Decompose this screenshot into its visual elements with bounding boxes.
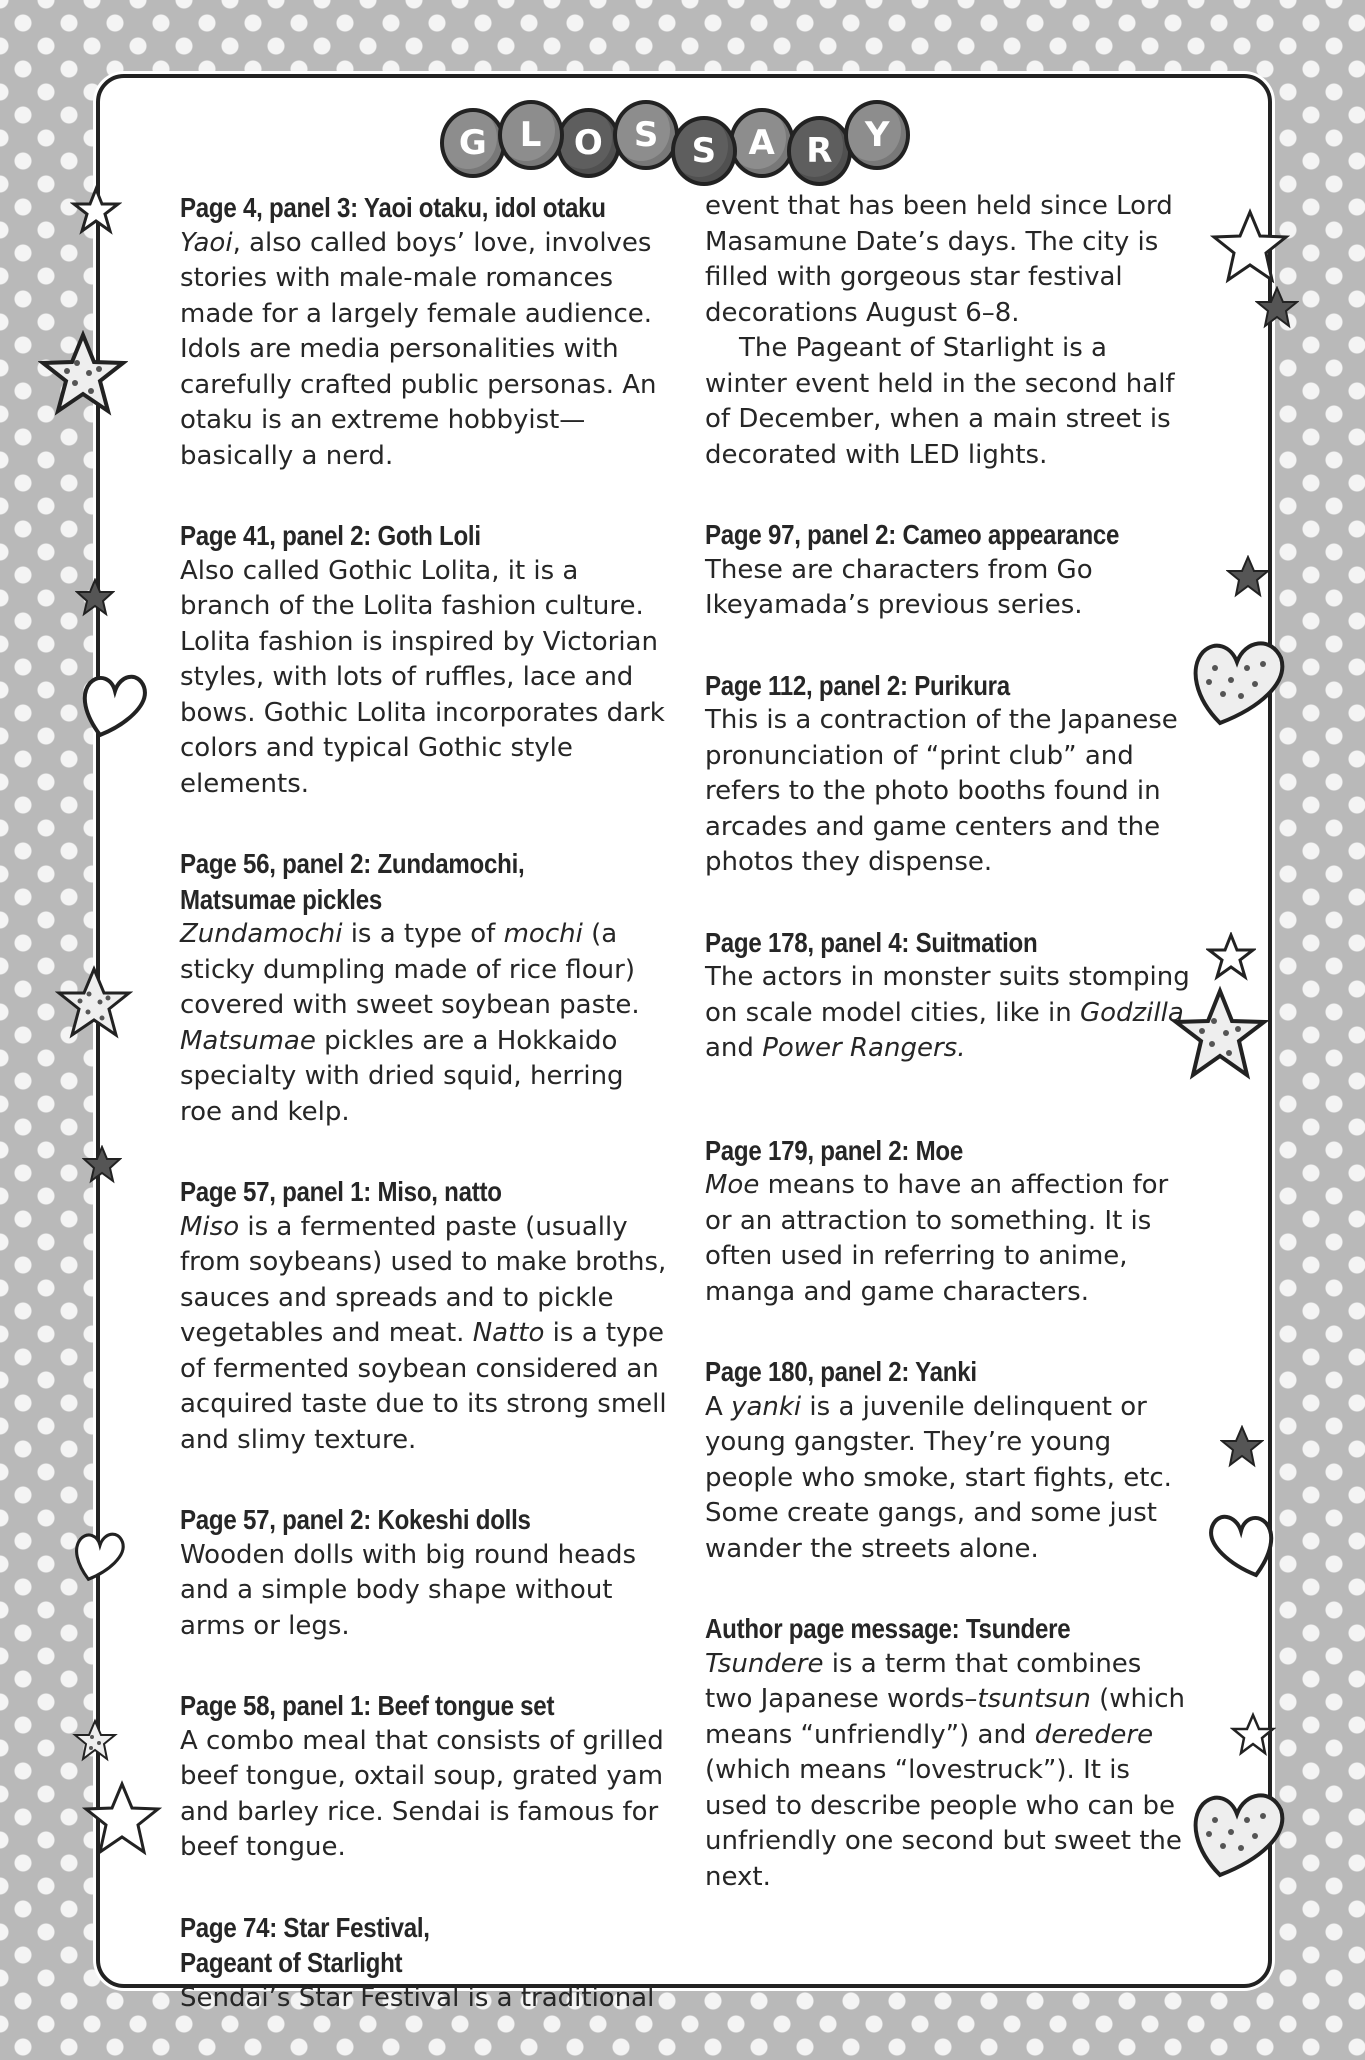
star-icon [1206, 932, 1256, 982]
italic-term: yanki [731, 1391, 802, 1422]
text-run: is a term that combines two Japanese words– [705, 1648, 1142, 1714]
title-letter: L [498, 100, 564, 170]
entry-heading: Page 74: Star Festival, [180, 1911, 430, 1943]
italic-term: tsuntsun [977, 1684, 1091, 1714]
dotted-star-icon [55, 965, 133, 1043]
star-icon [1210, 208, 1290, 288]
text-run: (which means “unfriendly”) and [705, 1684, 1185, 1750]
title-letter: A [729, 108, 795, 178]
entry-heading: Page 41, panel 2: Goth Loli [180, 520, 481, 551]
entry-body [180, 1981, 670, 2017]
entry-body [705, 189, 1195, 331]
entry-heading: Page 179, panel 2: Moe [705, 1134, 963, 1166]
star-icon [1226, 555, 1270, 599]
text-run: This is a contraction of the Japanese pronunciation of “print club” and refers to the photo booths found in arcades and game centers and the photos they dispense. [705, 705, 1178, 877]
glossary-entry [180, 518, 670, 802]
italic-term: Tsundere [705, 1648, 824, 1679]
entry-heading: Page 112, panel 2: Purikura [705, 669, 1010, 701]
heart-icon [72, 1525, 128, 1587]
glossary-entry [180, 1174, 670, 1458]
entry-body [180, 1538, 670, 1645]
entry-heading-line2: Pageant of Starlight [180, 1947, 403, 1978]
italic-term: Miso [180, 1211, 240, 1242]
entry-body-paragraph-2 [705, 331, 1195, 473]
entry-heading-line2: Matsumae pickles [180, 883, 382, 915]
entry-body [180, 226, 670, 475]
italic-term: Moe [705, 1170, 760, 1200]
text-run: A [705, 1391, 732, 1422]
right-column [705, 189, 1195, 1939]
text-run: and [705, 1033, 763, 1063]
star-icon [1255, 286, 1299, 330]
italic-term: Natto [472, 1318, 545, 1348]
glossary-entry [705, 668, 1195, 881]
text-run: is a type of fermented soybean considered an acquired taste due to its strong smell and slimy texture. [180, 1318, 667, 1455]
text-run: is a fermented paste (usually from soybeans) used to make broths, sauces and spreads and to pickle vegetables and meat. [180, 1211, 667, 1348]
text-run: These are characters from Go Ikeyamada’s previous series. [705, 554, 1093, 620]
entry-body [180, 917, 670, 1130]
italic-term: mochi [503, 919, 583, 949]
text-run: (a sticky dumpling made of rice flour) covered with sweet soybean paste. [180, 919, 640, 1020]
dotted-star-icon [72, 1718, 118, 1764]
entry-body [705, 1647, 1195, 1896]
title-letter: R [787, 116, 853, 186]
entry-heading: Page 97, panel 2: Cameo appearance [705, 519, 1120, 550]
heart-icon [1205, 1505, 1277, 1585]
entry-body [180, 554, 670, 803]
star-icon [1230, 1712, 1276, 1758]
text-run: Wooden dolls with big round heads and a simple body shape without arms or legs. [180, 1539, 637, 1641]
star-icon [1220, 1425, 1264, 1469]
glossary-entry [705, 1133, 1195, 1311]
italic-term: Matsumae [180, 1025, 316, 1056]
text-run: event that has been held since Lord Masamune Date’s days. The city is filled with gorgeous star festival decorations August 6–8. [705, 191, 1173, 328]
dotted-star-icon [38, 330, 128, 420]
title-letter: O [556, 108, 622, 178]
heart-icon [80, 665, 150, 745]
text-run: A combo meal that consists of grilled beef tongue, oxtail soup, grated yam and barley rice. Sendai is famous for beef tongue. [180, 1725, 664, 1862]
star-icon [75, 578, 115, 618]
dotted-heart-icon [1185, 628, 1289, 732]
text-run: is a juvenile delinquent or young gangster. They’re young people who smoke, start fights, etc. Some create gangs, and some just wander the streets alone. [705, 1391, 1172, 1564]
text-run: (which means “lovestruck”). It is used to describe people who can be unfriendly one second but sweet the next. [705, 1755, 1182, 1892]
text-run: The Pageant of Starlight is a winter event held in the second half of December, when a main street is decorated with LED lights. [705, 333, 1175, 470]
entry-heading: Page 4, panel 3: Yaoi otaku, idol otaku [180, 192, 606, 223]
entry-body [180, 1210, 670, 1459]
glossary-entry [180, 1910, 670, 2017]
title-letter: G [440, 108, 506, 178]
dotted-star-icon [1170, 985, 1270, 1085]
entry-body [705, 1390, 1195, 1568]
text-run: pickles are a Hokkaido specialty with dried squid, herring roe and kelp. [180, 1025, 624, 1127]
text-run: , also called boys’ love, involves stories with male-male romances made for a largely female audience. Idols are media personalities with carefully crafted public personas. An otaku is an extreme hobbyist—basically a nerd. [180, 227, 657, 471]
italic-term: Yaoi [180, 227, 233, 258]
title-letter: S [671, 116, 737, 186]
entry-body [705, 703, 1195, 881]
text-run: means to have an affection for or an attraction to something. It is often used in referring to anime, manga and game characters. [705, 1170, 1169, 1307]
text-run: Sendai’s Star Festival is a traditional [180, 1982, 655, 2013]
glossary-entry [180, 190, 670, 474]
glossary-entry [705, 517, 1195, 624]
entry-body [705, 553, 1195, 624]
entry-heading: Author page message: Tsundere [705, 1613, 1071, 1644]
glossary-entry-continued [705, 189, 1195, 473]
glossary-title [440, 98, 910, 188]
glossary-entry [705, 1354, 1195, 1567]
glossary-entry [705, 1611, 1195, 1895]
text-run: is a type of [342, 919, 504, 949]
star-icon [82, 1145, 122, 1185]
glossary-entry [180, 1688, 670, 1866]
entry-heading: Page 56, panel 2: Zundamochi, [180, 848, 525, 879]
glossary-entry [180, 846, 670, 1130]
entry-heading: Page 57, panel 1: Miso, natto [180, 1176, 502, 1207]
entry-body [180, 1724, 670, 1866]
star-icon [70, 185, 122, 237]
text-run: Also called Gothic Lolita, it is a branch of the Lolita fashion culture. Lolita fashion is inspired by Victorian styles, with lots of ruffles, lace and bows. Gothic Lolita incorporates dark colors and typical Gothic style elements. [180, 555, 665, 799]
entry-heading: Page 178, panel 4: Suitmation [705, 926, 1038, 958]
glossary-entry [705, 925, 1195, 1067]
italic-term: deredere [1034, 1719, 1154, 1750]
italic-term: Power Rangers. [762, 1033, 966, 1063]
dotted-heart-icon [1185, 1780, 1289, 1884]
entry-heading: Page 58, panel 1: Beef tongue set [180, 1690, 555, 1721]
title-letter: S [613, 100, 679, 170]
entry-heading: Page 180, panel 2: Yanki [705, 1356, 977, 1387]
title-letter: Y [844, 100, 910, 170]
left-column [180, 190, 670, 2060]
italic-term: Godzilla [1079, 997, 1184, 1028]
italic-term: Zundamochi [180, 919, 343, 949]
entry-body [705, 960, 1195, 1067]
star-icon [82, 1780, 162, 1860]
glossary-entry [180, 1502, 670, 1644]
entry-heading: Page 57, panel 2: Kokeshi dolls [180, 1504, 531, 1535]
entry-body [705, 1168, 1195, 1310]
text-run: The actors in monster suits stomping on scale model cities, like in [705, 962, 1190, 1028]
